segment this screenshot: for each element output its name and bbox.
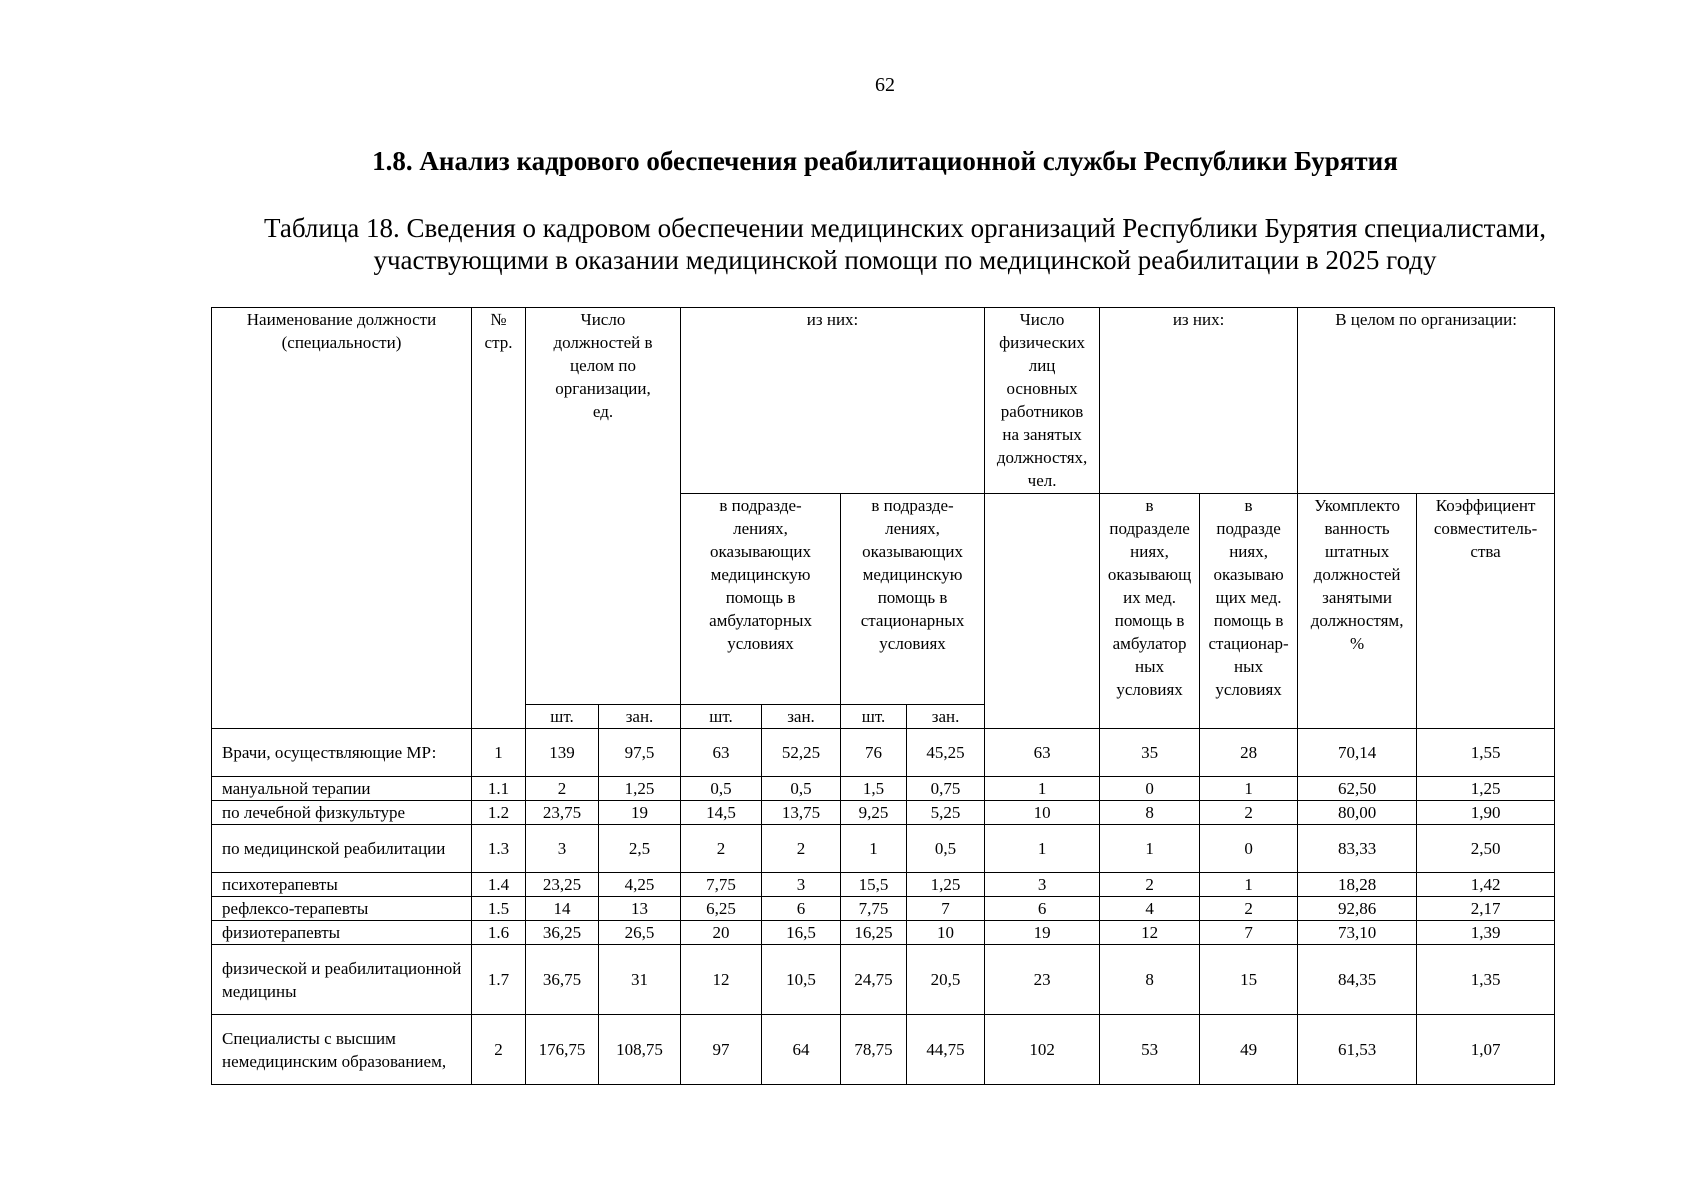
row-value: 7,75 [841,897,907,921]
row-name: рефлексо-терапевты [212,897,472,921]
row-name: психотерапевты [212,873,472,897]
row-value: 76 [841,729,907,777]
row-value: 0,5 [907,825,985,873]
row-value: 15 [1200,945,1298,1015]
table-row [212,1015,1555,1085]
row-name: по медицинской реабилитации [212,825,472,873]
header-staffing-percent: Укомплекто ванность штатных должностей занятыми должностям, % [1298,494,1417,729]
row-value: 1 [1200,777,1298,801]
row-value: 23 [985,945,1100,1015]
row-value: 2 [1200,897,1298,921]
row-num: 1.7 [472,945,526,1015]
header-persons-blank [985,494,1100,729]
row-value: 36,25 [526,921,599,945]
row-value: 62,50 [1298,777,1417,801]
row-value: 7 [1200,921,1298,945]
row-value: 13,75 [762,801,841,825]
row-value: 2,50 [1417,825,1555,873]
row-value: 14,5 [681,801,762,825]
table-row [212,777,1555,801]
header-of-them-positions: из них: [681,308,985,494]
header-whole-org: В целом по организации: [1298,308,1555,494]
row-value: 1 [1200,873,1298,897]
row-value: 20,5 [907,945,985,1015]
header-persons: Число физических лиц основных работников на занятых должностях, чел. [985,308,1100,494]
table-caption [190,212,1620,276]
row-value: 24,75 [841,945,907,1015]
row-value: 63 [985,729,1100,777]
row-value: 84,35 [1298,945,1417,1015]
row-value: 44,75 [907,1015,985,1085]
row-value: 7,75 [681,873,762,897]
row-value: 53 [1100,1015,1200,1085]
row-value: 2,17 [1417,897,1555,921]
page-number: 62 [875,74,895,96]
row-value: 6 [762,897,841,921]
unit-total-zan: зан. [599,705,681,729]
row-num: 1 [472,729,526,777]
header-num: № стр. [472,308,526,729]
table-row [212,873,1555,897]
row-name: по лечебной физкультуре [212,801,472,825]
header-persons-stationary: в подразде ниях, оказываю щих мед. помощь в стационар- ных условиях [1200,494,1298,729]
row-value: 19 [985,921,1100,945]
row-value: 139 [526,729,599,777]
row-value: 31 [599,945,681,1015]
row-value: 1,25 [907,873,985,897]
row-value: 12 [681,945,762,1015]
row-value: 2 [681,825,762,873]
row-value: 52,25 [762,729,841,777]
row-value: 1 [985,777,1100,801]
unit-stac-zan: зан. [907,705,985,729]
table-row [212,729,1555,777]
header-stationary: в подразде- лениях, оказывающих медицинскую помощь в стационарных условиях [841,494,985,705]
row-name: мануальной терапии [212,777,472,801]
row-value: 7 [907,897,985,921]
row-value: 78,75 [841,1015,907,1085]
row-value: 45,25 [907,729,985,777]
row-value: 6 [985,897,1100,921]
row-value: 80,00 [1298,801,1417,825]
row-value: 2 [1200,801,1298,825]
row-value: 5,25 [907,801,985,825]
header-total-positions: Число должностей в целом по организации, ед. [526,308,681,705]
row-value: 13 [599,897,681,921]
row-value: 108,75 [599,1015,681,1085]
table-row [212,921,1555,945]
row-value: 1,35 [1417,945,1555,1015]
row-value: 16,5 [762,921,841,945]
row-value: 23,75 [526,801,599,825]
row-value: 1,25 [1417,777,1555,801]
staffing-table [211,307,1555,1085]
row-value: 3 [762,873,841,897]
row-num: 1.3 [472,825,526,873]
caption-line-1: Таблица 18. Сведения о кадровом обеспечении медицинских организаций Республики Бурятия специалистами, [264,213,1546,243]
row-value: 1,5 [841,777,907,801]
row-value: 4 [1100,897,1200,921]
row-value: 0,5 [762,777,841,801]
row-value: 2,5 [599,825,681,873]
row-value: 19 [599,801,681,825]
row-value: 1,07 [1417,1015,1555,1085]
row-name: Врачи, осуществляющие МР: [212,729,472,777]
row-value: 6,25 [681,897,762,921]
row-value: 2 [1100,873,1200,897]
row-value: 10 [907,921,985,945]
row-value: 35 [1100,729,1200,777]
row-value: 0,75 [907,777,985,801]
row-value: 97 [681,1015,762,1085]
row-value: 1,55 [1417,729,1555,777]
row-num: 1.2 [472,801,526,825]
row-value: 97,5 [599,729,681,777]
row-value: 0 [1100,777,1200,801]
row-value: 3 [985,873,1100,897]
row-name: физической и реабилитационной медицины [212,945,472,1015]
row-value: 1,25 [599,777,681,801]
header-coefficient: Коэффициент совместитель- ства [1417,494,1555,729]
row-value: 64 [762,1015,841,1085]
table-row [212,801,1555,825]
row-value: 4,25 [599,873,681,897]
row-value: 2 [526,777,599,801]
row-value: 8 [1100,801,1200,825]
header-ambulatory: в подразде- лениях, оказывающих медицинскую помощь в амбулаторных условиях [681,494,841,705]
row-value: 18,28 [1298,873,1417,897]
row-value: 15,5 [841,873,907,897]
unit-amb-sht: шт. [681,705,762,729]
caption-line-2: участвующими в оказании медицинской помощи по медицинской реабилитации в 2025 году [373,245,1437,275]
row-value: 63 [681,729,762,777]
row-num: 1.6 [472,921,526,945]
row-value: 102 [985,1015,1100,1085]
row-value: 2 [762,825,841,873]
unit-amb-zan: зан. [762,705,841,729]
row-value: 49 [1200,1015,1298,1085]
row-value: 61,53 [1298,1015,1417,1085]
row-value: 0 [1200,825,1298,873]
table-row [212,945,1555,1015]
row-value: 20 [681,921,762,945]
section-title: 1.8. Анализ кадрового обеспечения реабилитационной службы Республики Бурятия [372,146,1398,176]
table-row [212,897,1555,921]
row-value: 73,10 [1298,921,1417,945]
row-num: 2 [472,1015,526,1085]
row-value: 1,42 [1417,873,1555,897]
row-num: 1.5 [472,897,526,921]
unit-total-sht: шт. [526,705,599,729]
row-value: 16,25 [841,921,907,945]
row-value: 0,5 [681,777,762,801]
row-value: 28 [1200,729,1298,777]
row-value: 10,5 [762,945,841,1015]
row-value: 92,86 [1298,897,1417,921]
row-value: 3 [526,825,599,873]
row-value: 176,75 [526,1015,599,1085]
header-of-them-persons: из них: [1100,308,1298,494]
row-value: 10 [985,801,1100,825]
row-value: 23,25 [526,873,599,897]
row-num: 1.1 [472,777,526,801]
row-name: Специалисты с высшим немедицинским образованием, [212,1015,472,1085]
row-value: 1,39 [1417,921,1555,945]
row-value: 1 [1100,825,1200,873]
row-num: 1.4 [472,873,526,897]
row-value: 1 [841,825,907,873]
header-name: Наименование должности (специальности) [212,308,472,729]
table-row [212,825,1555,873]
row-value: 12 [1100,921,1200,945]
row-value: 9,25 [841,801,907,825]
row-value: 14 [526,897,599,921]
row-value: 8 [1100,945,1200,1015]
table-body [212,729,1555,1085]
row-value: 1,90 [1417,801,1555,825]
header-persons-ambulatory: в подразделе ниях, оказывающ их мед. помощь в амбулатор ных условиях [1100,494,1200,729]
unit-stac-sht: шт. [841,705,907,729]
table-header [212,308,1555,729]
row-name: физиотерапевты [212,921,472,945]
row-value: 70,14 [1298,729,1417,777]
row-value: 26,5 [599,921,681,945]
row-value: 1 [985,825,1100,873]
row-value: 36,75 [526,945,599,1015]
row-value: 83,33 [1298,825,1417,873]
